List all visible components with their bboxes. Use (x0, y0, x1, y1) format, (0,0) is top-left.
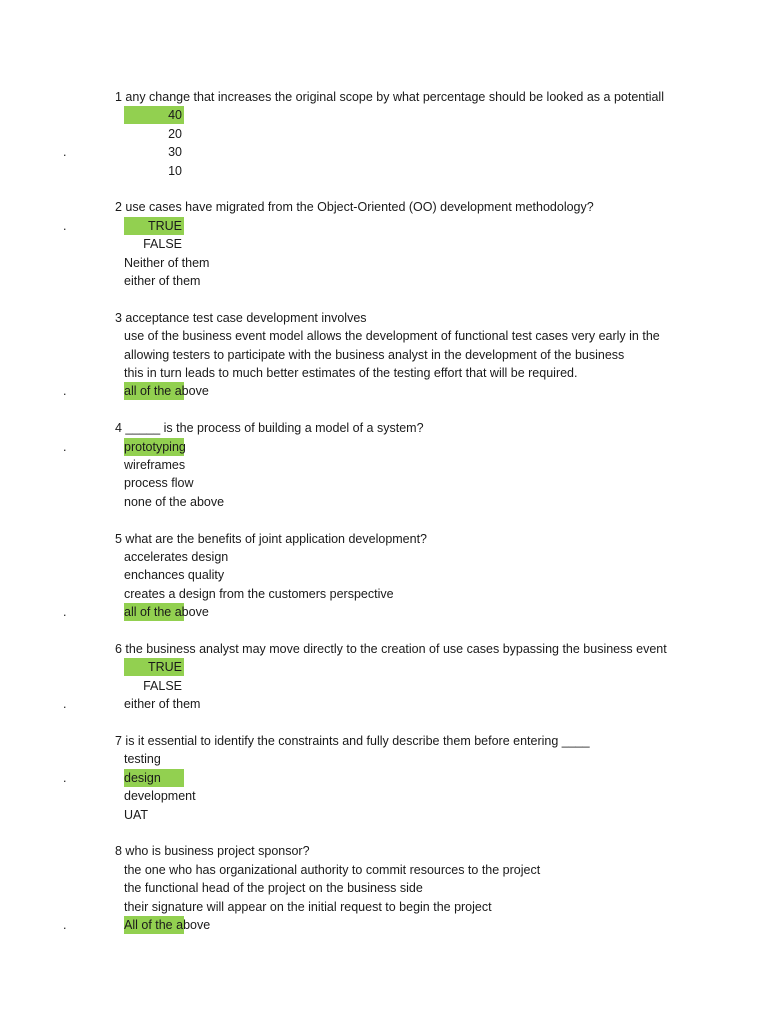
answer-option-text: testing (124, 752, 161, 767)
question-1 (0, 88, 768, 106)
answer-option (0, 658, 768, 676)
answer-option-text: the functional head of the project on the business side (124, 881, 423, 896)
answer-option-correct: prototyping (124, 439, 186, 454)
answer-option-text: enchances quality (124, 568, 225, 583)
question-3 (0, 309, 768, 327)
answer-option-text: 10 (168, 163, 182, 178)
answer-option-text: none of the above (124, 494, 225, 509)
answer-option (0, 162, 768, 180)
answer-option (0, 879, 768, 897)
answer-marker: . (63, 918, 67, 932)
answer-marker: . (63, 218, 67, 233)
answer-option-text: FALSE (143, 237, 182, 252)
answer-option (0, 750, 768, 768)
answer-option-correct: design (124, 770, 161, 785)
question-prompt: 8 who is business project sponsor? (115, 844, 310, 859)
answer-option (0, 566, 768, 584)
answer-option-text: UAT (124, 807, 149, 822)
question-prompt: 4 _____ is the process of building a model of a system? (115, 421, 424, 436)
answer-option-correct: TRUE (147, 660, 182, 675)
answer-option-correct: all of the above (124, 605, 209, 620)
answer-option-correct: all of the above (124, 384, 209, 399)
answer-option (0, 125, 768, 143)
answer-option-text: this in turn leads to much better estimates of the testing effort that will be required. (124, 366, 578, 380)
answer-marker: . (63, 770, 67, 785)
answer-option-text: accelerates design (124, 550, 229, 564)
answer-option-text: process flow (124, 476, 194, 491)
answer-option (0, 327, 768, 345)
answer-option-correct: All of the above (124, 918, 211, 932)
answer-option-correct: TRUE (147, 218, 182, 233)
answer-option (0, 382, 768, 400)
answer-option (0, 787, 768, 805)
question-4 (0, 419, 768, 437)
answer-option-text: 20 (168, 126, 182, 141)
question-prompt: 6 the business analyst may move directly to the creation of use cases bypassing the business event (115, 642, 667, 656)
answer-option-text: their signature will appear on the initial request to begin the project (124, 899, 492, 914)
answer-option (0, 695, 768, 713)
answer-option-correct: 40 (168, 108, 182, 123)
question-5 (0, 530, 768, 548)
answer-option-text: 30 (168, 145, 182, 160)
answer-option (0, 916, 768, 934)
answer-marker: . (63, 605, 67, 620)
answer-option (0, 438, 768, 456)
question-prompt: 5 what are the benefits of joint application development? (115, 531, 428, 546)
answer-marker: . (63, 697, 67, 712)
answer-marker: . (63, 439, 67, 454)
answer-marker: . (63, 145, 67, 160)
question-prompt: 1 any change that increases the original scope by what percentage should be looked as a potentiall (115, 90, 664, 104)
answer-option-text: FALSE (143, 678, 182, 693)
question-prompt: 3 acceptance test case development involves (115, 310, 367, 325)
answer-option (0, 456, 768, 474)
answer-option-text: allowing testers to participate with the business analyst in the development of the business (124, 347, 625, 362)
answer-option-text: creates a design from the customers perspective (124, 586, 394, 601)
answer-option-text: either of them (124, 697, 201, 712)
question-2 (0, 198, 768, 216)
answer-option-text: the one who has organizational authority to commit resources to the project (124, 862, 541, 877)
answer-option-text: wireframes (124, 458, 186, 472)
answer-option (0, 585, 768, 603)
answer-option (0, 346, 768, 364)
question-8 (0, 842, 768, 860)
answer-option (0, 106, 768, 124)
answer-option (0, 272, 768, 290)
answer-option (0, 806, 768, 824)
answer-option (0, 474, 768, 492)
answer-option (0, 254, 768, 272)
answer-option (0, 677, 768, 695)
answer-option-text: either of them (124, 274, 201, 288)
answer-option (0, 493, 768, 511)
answer-option (0, 603, 768, 621)
question-prompt: 2 use cases have migrated from the Object-Oriented (OO) development methodology? (115, 200, 594, 215)
answer-option (0, 143, 768, 161)
answer-option (0, 769, 768, 787)
answer-option-text: use of the business event model allows the development of functional test cases very early in the (124, 329, 660, 344)
answer-option (0, 364, 768, 382)
answer-option-text: Neither of them (124, 255, 210, 270)
answer-option (0, 861, 768, 879)
answer-option (0, 235, 768, 253)
answer-option (0, 898, 768, 916)
question-prompt: 7 is it essential to identify the constraints and fully describe them before entering ____ (115, 734, 590, 748)
question-7 (0, 732, 768, 750)
answer-option-text: development (124, 789, 196, 804)
answer-marker: . (63, 384, 67, 399)
answer-option (0, 217, 768, 235)
answer-option (0, 548, 768, 566)
question-6 (0, 640, 768, 658)
